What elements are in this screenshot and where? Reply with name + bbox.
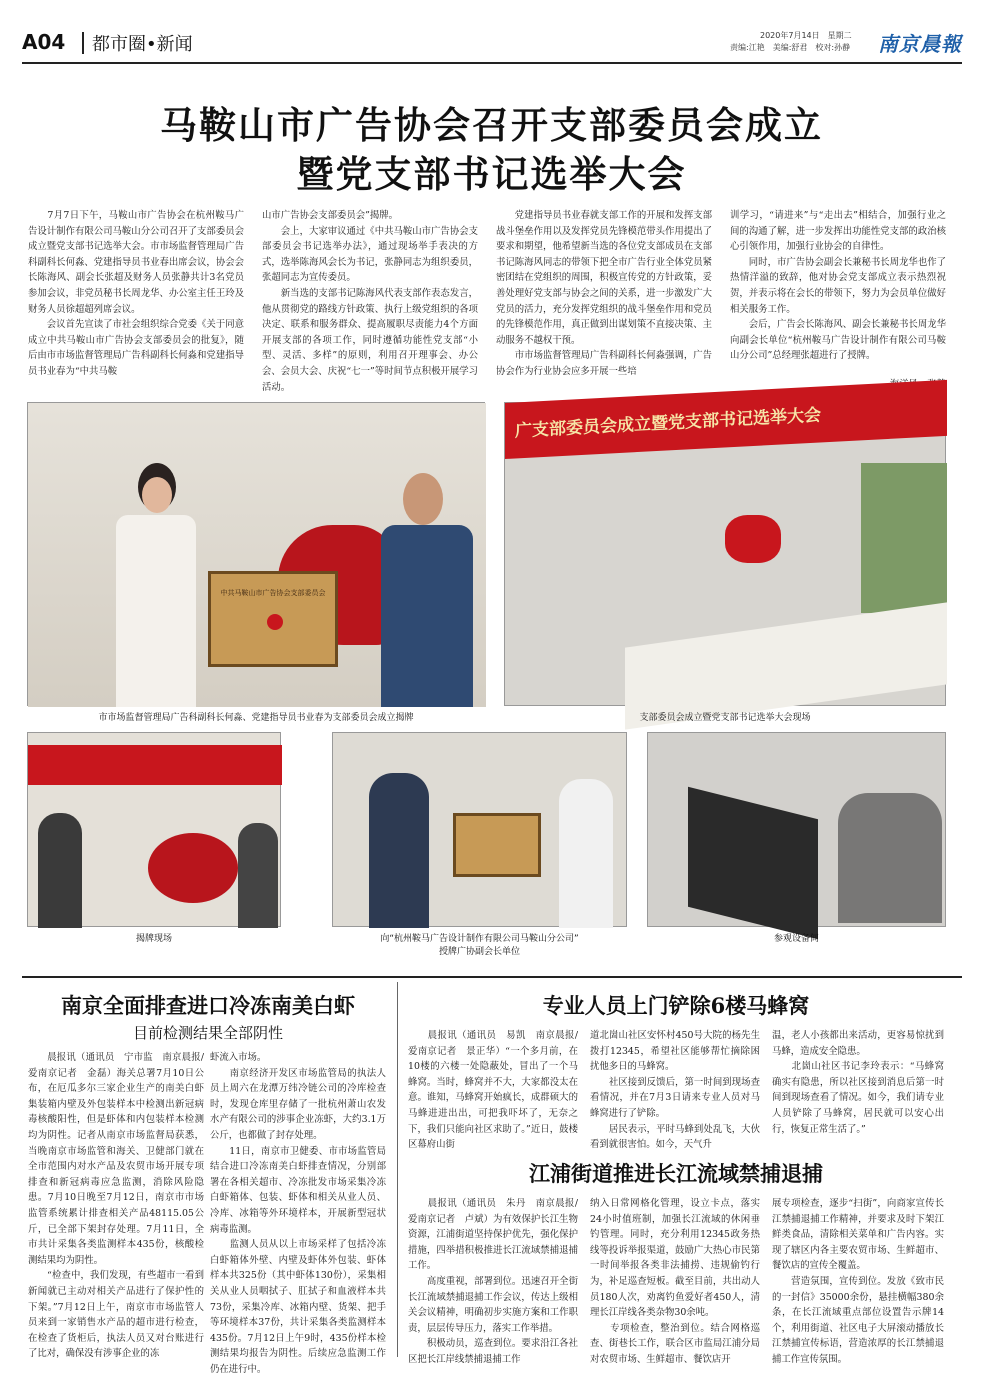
column-divider xyxy=(397,982,398,1357)
people-group xyxy=(838,793,942,923)
editor-credits: 责编:江艳 美编:舒君 校对:孙静 xyxy=(730,43,851,52)
window xyxy=(861,463,947,613)
banner xyxy=(28,745,282,785)
article1-col1: 7月7日下午，马鞍山市广告协会在杭州鞍马广告设计制作有限公司马鞍山分公司召开了支部委员会成立暨党支部书记选举大会。市市场监督管理局广告科副科长何淼、党建指导员书业春出席会议，协会会长陈海风、副会长张超及财务人员张静共计3名党员参加会议，非党员秘书长周龙华、办公室主任王玲及财务人员徐超超列席会议。 会议首先宣读了市社会组织综合党委《关于同意成立中共马鞍山市广告协会支部委员会的批复》，随后由市市场监督管理局广告科副科长何淼和党建指导员书业春为“中共马鞍 xyxy=(28,210,244,377)
photo-equipment-room xyxy=(647,732,946,927)
plaque xyxy=(208,571,338,667)
article1-headline-line2: 暨党支部书记选举大会 xyxy=(296,152,687,196)
article4-col1: 晨报讯（通讯员 朱丹 南京晨报/爱南京记者 卢斌）为有效保护长江生物资源，江浦街道坚持保护优先，强化保护措施，四举措积极推进长江流域禁捕退捕工作。 高度重视，部署到位。迅速召开全街长江流域禁捕退捕工作会议，传达上级相关会议精神，明确初步实施方案和工作职责，层层传导压力，落实工作举措。 积极动员，巡查到位。要求沿江各社区把长江岸线禁捕退捕工作 xyxy=(408,1198,578,1365)
red-cloth xyxy=(148,833,238,903)
article1-col2: 山市广告协会支部委员会”揭牌。 会上，大家审议通过《中共马鞍山市广告协会支部委员会书记选举办法》，通过现场举手表决的方式，选举陈海风会长为书记，张静同志为组织委员，张超同志为宣传委员。 新当选的支部书记陈海风代表支部作表态发言，他从贯彻党的路线方针政策、执行上级党组织的各项决定、联系和服务群众、提高履职尽责能力4个方面开展支部的各项工作，同时遵循功能性党支部“小型、灵活、多样”的原则，利用召开理事会、办公会、会员大会、庆祝“七一”等时间节点积极开展学习活动。 xyxy=(262,210,478,393)
article1-col4: 训学习，“请进来”与“走出去”相结合，加强行业之间的沟通了解，进一步发挥出功能性党支部的政治核心引领作用，加强行业协会的自律性。 同时，市广告协会副会长兼秘书长周龙华也作了热情洋溢的致辞，他对协会党支部成立表示热烈祝贺，并表示将在会长的带领下，努力为会员单位做好相关服务工作。 会后，广告会长陈海风、副会长兼秘书长周龙华向副会长单位“杭州鞍马广告设计制作有限公司马鞍山分公司”总经理张超进行了授牌。 xyxy=(730,210,946,362)
person-figure xyxy=(38,813,82,928)
printer-machine xyxy=(688,787,818,939)
woman-figure xyxy=(106,463,206,707)
divider xyxy=(82,32,84,54)
photo-awarding xyxy=(332,732,627,927)
article2-headline: 南京全面排查进口冷冻南美白虾 xyxy=(61,993,355,1018)
article2-col2: 虾流入市场。 南京经济开发区市场监管局的执法人员上周六在龙潭万纬冷链公司的冷库检查时，发现仓库里存储了一批杭州萧山农发水产有限公司的涉事企业冻虾，大约3.1万公斤，也都做了封存处理。 11日，南京市卫健委、市市场监管局结合进口冷冻南美白虾排查情况，分别部署在各相关超市、冷冻批发市场采集冷冻白虾箱体、包装、虾体和相关从业人员、冷库、冰箱等外环境样本，开展新型冠状病毒监测。 监测人员从以上市场采样了包括冷冻白虾箱体外壁、内壁及虾体外包装、虾体样本共325份（其中虾体130份），采集相关从业人员咽拭子、肛拭子和血液样本共73份，采集冷库、冰箱内壁、货架、把手等环境样本37份，共计采集各类监测样本435份。7月12日上午9时，435份样本检测结果均报告为阴性。后续应急监测工作仍在进行中。 xyxy=(210,1052,386,1375)
plaque-text: 中共马鞍山市广告协会支部委员会 xyxy=(220,589,326,597)
plaque xyxy=(453,813,541,877)
party-emblem-icon xyxy=(267,614,283,630)
article2-subhead: 目前检测结果全部阴性 xyxy=(132,1024,283,1042)
caption-unveiling-scene: 揭牌现场 xyxy=(135,934,172,944)
caption-unveiling: 市市场监督管理局广告科副科长何淼、党建指导员书业春为支部委员会成立揭牌 xyxy=(98,713,414,723)
caption-equipment-room: 参观设备间 xyxy=(773,934,819,944)
photo-unveiling xyxy=(27,402,485,706)
person-figure xyxy=(238,823,278,928)
section-title: 都市圈•新闻 xyxy=(92,34,193,55)
table xyxy=(625,602,947,729)
caption-meeting: 支部委员会成立暨党支部书记选举大会现场 xyxy=(639,713,811,723)
banner-text: 广支部委员会成立暨党支部书记选举大会 xyxy=(515,405,821,442)
newspaper-logo: 南京晨報 xyxy=(878,32,962,56)
article1-headline-line1: 马鞍山市广告协会召开支部委员会成立 xyxy=(160,103,823,147)
page-number: A04 xyxy=(22,30,66,54)
person-figure xyxy=(559,779,613,928)
man-figure xyxy=(373,473,483,707)
caption-awarding: 向“杭州鞍马广告设计制作有限公司马鞍山分公司” 授牌广协副会长单位 xyxy=(380,934,579,957)
article1-col3: 党建指导员书业春就支部工作的开展和发挥支部战斗堡垒作用以及发挥党员先锋模范带头作用提出了要求和期望，他希望新当选的各位党支部成员在支部书记陈海风同志的带领下把全市广告行业全体党员紧密团结在党组织的周围，积极宣传党的方针政策，妥善处理好党支部与协会之间的关系，进一步激发广大党员的活力，充分发挥党组织的战斗堡垒作用和党员的先锋模范作用，真正做到出谋划策不直接决策、主动服务不越权干预。 市市场监督管理局广告科副科长何淼强调，广告协会作为行业协会应多开展一些培 xyxy=(496,210,712,377)
article3-col3: 温，老人小孩都出来活动，更容易惊扰到马蜂，造成安全隐患。 北崮山社区书记李玲表示：“马蜂窝确实有隐患，所以社区接到消息后第一时间到现场查看了情况。如今，我们请专业人员铲除了马蜂窝，居民就可以安心出行，恢复正常生活了。” xyxy=(772,1030,944,1135)
article3-headline: 专业人员上门铲除6楼马蜂窝 xyxy=(542,993,810,1018)
page-header xyxy=(22,26,962,64)
article2-col1: 晨报讯（通讯员 宁市监 南京晨报/爱南京记者 金磊）海关总署7月10日公布，在厄瓜多尔三家企业生产的南美白虾集装箱内壁及外包装样本中检测出新冠病毒核酸阳性，但是虾体和内包装样本检测均为阴性。记者从南京市场监督局获悉，当晚南京市场监管和海关、卫健部门就在全市范围内对水产品及农贸市场开展专项排查和新冠病毒应急监测，消除风险隐患。7月10日晚至7月12日，南京市市场监管系统累计排查相关产品48115.05公斤，已全部下架封存处理。7月11日，全市共计采集各类监测样本435份，核酸检测结果均为阴性。 “检查中，我们发现，有些超市一看到新闻就已主动对相关产品进行了保护性的下架。”7月12日上午，南京市市场监管人员来到一家销售水产品的超市进行检查，在检查了货柜后，执法人员又对台账进行了比对，确保没有涉事企业的冻 xyxy=(28,1052,204,1360)
person-figure xyxy=(369,773,429,928)
section-divider xyxy=(22,976,962,978)
photo-meeting xyxy=(504,402,946,706)
article4-col2: 纳入日常网格化管理，设立卡点，落实24小时值班制，加强长江流域的休闲垂钓管理。同时，充分利用12345政务热线等投诉举报渠道，鼓励广大热心市民第一时间举报各类非法捕捞、违规偷钓行为，补足巡查短板。截至目前，共出动人员180人次，劝离钓鱼爱好者450人，清理长江岸线各类杂物30余吨。 专项检查，整治到位。结合网格巡查、街巷长工作，联合区市监局江浦分局对农贸市场、生鲜超市、餐饮店开 xyxy=(590,1198,760,1365)
article4-headline: 江浦街道推进长江流域禁捕退捕 xyxy=(529,1161,823,1186)
article3-col2: 道北崮山社区安怀村450号大院的杨先生拨打12345，希望社区能够帮忙摘除困扰他多日的马蜂窝。 社区接到反馈后，第一时间到现场查看情况，并在7月3日请来专业人员对马蜂窝进行了铲除。 居民表示，平时马蜂到处乱飞，大伙看到就很害怕。如今，天气升 xyxy=(590,1030,760,1151)
red-cloth xyxy=(725,515,781,563)
photo-unveiling-scene xyxy=(27,732,281,927)
article4-col3: 展专项检查，逐步“扫街”，向商家宣传长江禁捕退捕工作精神，并要求及时下架江鲜类食品，清除相关菜单和广告内容。实现了辖区内各主要农贸市场、生鲜超市、餐饮店的宣传全覆盖。 营造氛围，宣传到位。发放《致市民的一封信》35000余份，悬挂横幅380余条，在长江流域重点部位设置告示牌14个，利用街道、社区电子大屏滚动播放长江禁捕宣传标语，营造浓厚的长江禁捕退捕工作宣传氛围。 xyxy=(772,1198,944,1365)
issue-date: 2020年7月14日 星期二 xyxy=(760,31,852,40)
article3-col1: 晨报讯（通讯员 易凯 南京晨报/爱南京记者 景正华）“一个多月前，在10楼的六楼一处隐蔽处，冒出了一个马蜂窝。当时，蜂窝并不大，大家都没太在意。谁知，马蜂窝开始疯长，成群硕大的马蜂进进出出，可把我吓坏了，无奈之下，我们只能向社区求助了。”近日，鼓楼区幕府山街 xyxy=(408,1030,578,1151)
